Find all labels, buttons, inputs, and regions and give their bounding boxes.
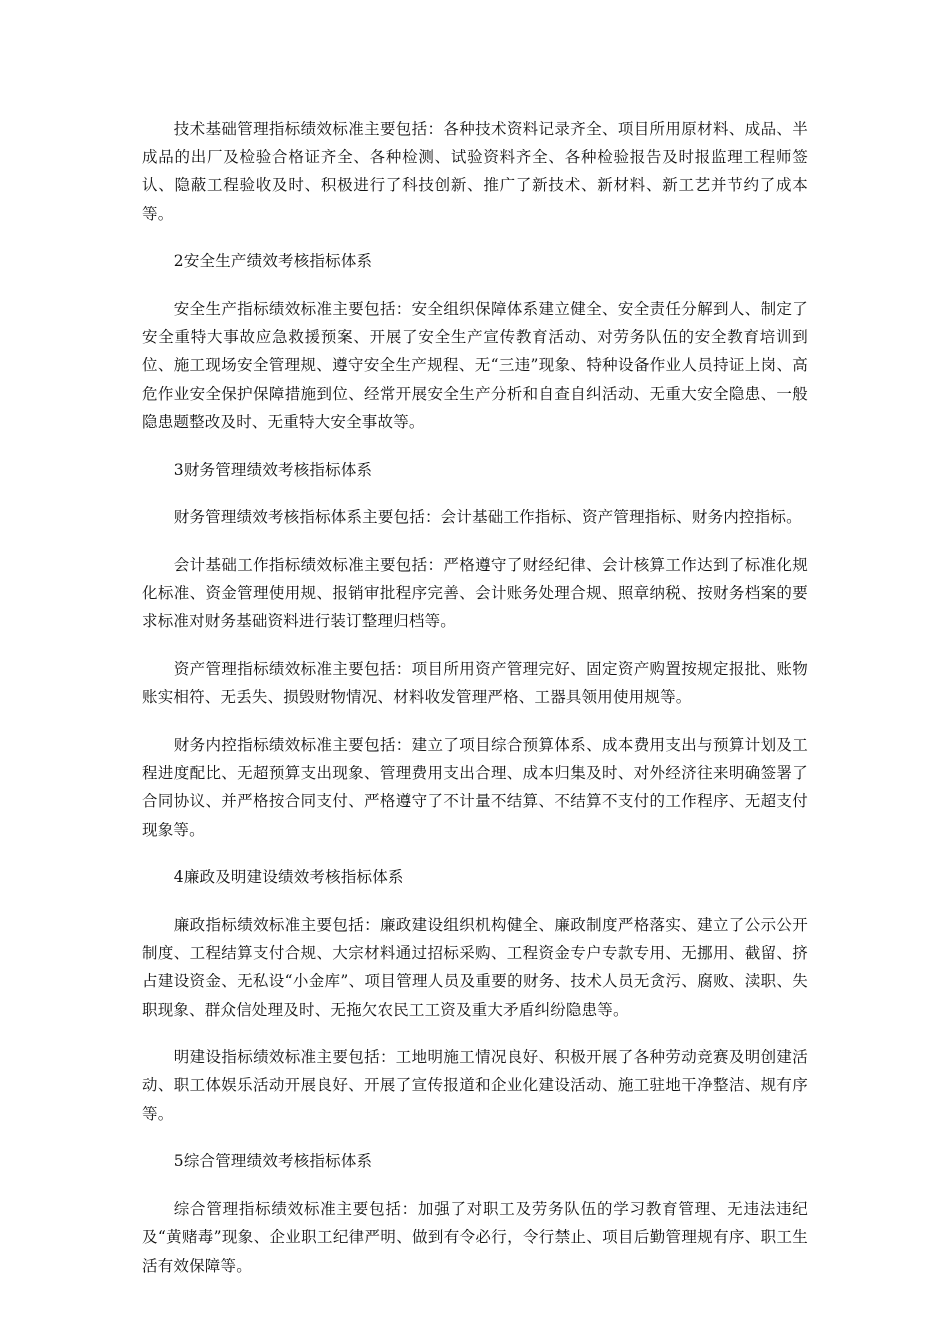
paragraph-general-management-standards: 综合管理指标绩效标准主要包括：加强了对职工及劳务队伍的学习教育管理、无违法违纪及“黄赌毒”现象、企业职工纪律严明、做到有令必行，令行禁止、项目后勤管理规有序、职工生活有效保障等。 [142,1200,808,1275]
paragraph-civilization-standards: 明建设指标绩效标准主要包括：工地明施工情况良好、积极开展了各种劳动竞赛及明创建活动、职工体娱乐活动开展良好、开展了宣传报道和企业化建设活动、施工驻地干净整洁、规有序等。 [142,1048,808,1123]
heading-financial-management: 3财务管理绩效考核指标体系 [173,460,373,479]
document-body [142,115,808,1299]
paragraph-accounting-basics: 会计基础工作指标绩效标准主要包括：严格遵守了财经纪律、会计核算工作达到了标准化规化标准、资金管理使用规、报销审批程序完善、会计账务处理合规、照章纳税、按财务档案的要求标准对财务基础资料进行装订整理归档等。 [142,555,808,631]
paragraph-technical-management: 技术基础管理指标绩效标准主要包括：各种技术资料记录齐全、项目所用原材料、成品、半成品的出厂及检验合格证齐全、各种检测、试验资料齐全、各种检验报告及时报监理工程师签认、隐蔽工程验收及时、积极进行了科技创新、推广了新技术、新材料、新工艺并节约了成本等。 [142,120,808,223]
paragraph-internal-control: 财务内控指标绩效标准主要包括：建立了项目综合预算体系、成本费用支出与预算计划及工程进度配比、无超预算支出现象、管理费用支出合理、成本归集及时、对外经济往来明确签署了合同协议、并严格按合同支付、严格遵守了不计量不结算、不结算不支付的工作程序、无超支付现象等。 [142,735,808,839]
paragraph-integrity-standards: 廉政指标绩效标准主要包括：廉政建设组织机构健全、廉政制度严格落实、建立了公示公开制度、工程结算支付合规、大宗材料通过招标采购、工程资金专户专款专用、无挪用、截留、挤占建设资金、无私设“小金库”、项目管理人员及重要的财务、技术人员无贪污、腐败、渎职、失职现象、群众信处理及时、无拖欠农民工工资及重大矛盾纠纷隐患等。 [142,915,808,1019]
paragraph-financial-system: 财务管理绩效考核指标体系主要包括：会计基础工作指标、资产管理指标、财务内控指标。 [173,508,802,527]
heading-integrity-civilization: 4廉政及明建设绩效考核指标体系 [173,868,404,887]
heading-general-management: 5综合管理绩效考核指标体系 [173,1152,373,1171]
heading-safety-production: 2安全生产绩效考核指标体系 [173,252,373,271]
paragraph-safety-standards: 安全生产指标绩效标准主要包括：安全组织保障体系建立健全、安全责任分解到人、制定了安全重特大事故应急救援预案、开展了安全生产宣传教育活动、对劳务队伍的安全教育培训到位、施工现场安全管理规、遵守安全生产规程、无“三违”现象、特种设备作业人员持证上岗、高危作业安全保护保障措施到位、经常开展安全生产分析和自查自纠活动、无重大安全隐患、一般隐患题整改及时、无重特大安全事故等。 [142,300,808,431]
paragraph-asset-management: 资产管理指标绩效标准主要包括：项目所用资产管理完好、固定资产购置按规定报批、账物账实相符、无丢失、损毁财物情况、材料收发管理严格、工器具领用使用规等。 [142,660,808,707]
